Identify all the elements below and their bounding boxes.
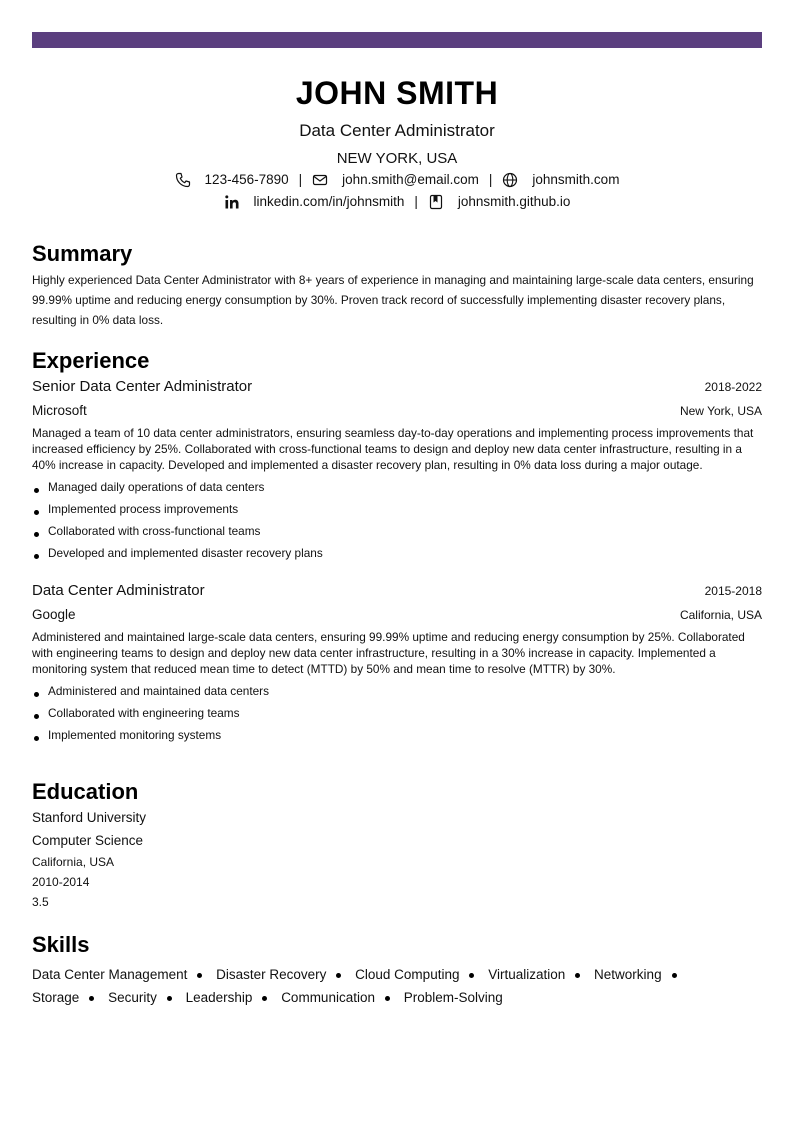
job-entry bbox=[32, 580, 762, 746]
job-header-row bbox=[32, 376, 762, 398]
list-item: Implemented monitoring systems bbox=[32, 724, 762, 746]
skill-item: Networking bbox=[594, 967, 662, 982]
job-description: Administered and maintained large-scale data centers, ensuring 99.99% uptime and reducing energy consumption by 25%. Collaborated with engineering teams to design and deploy new data center infrastructure, resulting in a 30% increase in capacity. Implemented a monitoring system that reduced mean time to detect (MTTD) by 50% and mean time to resolve (MTTR) by 30%. bbox=[32, 630, 745, 676]
bullet-dot bbox=[89, 996, 94, 1001]
experience-section bbox=[32, 347, 762, 746]
bullet-dot bbox=[469, 973, 474, 978]
separator: | bbox=[414, 194, 418, 209]
skill-item: Cloud Computing bbox=[355, 967, 460, 982]
email-text: john.smith@email.com bbox=[342, 172, 479, 187]
skill-item: Leadership bbox=[185, 990, 253, 1005]
bullet-dot bbox=[262, 996, 267, 1001]
bullet-dot bbox=[197, 973, 202, 978]
skills-heading: Skills bbox=[32, 932, 90, 957]
list-item: Collaborated with cross-functional teams bbox=[32, 520, 762, 542]
list-item: Collaborated with engineering teams bbox=[32, 702, 762, 724]
job-company: Google bbox=[32, 607, 76, 622]
education-location: California, USA bbox=[32, 855, 115, 869]
website-text: johnsmith.com bbox=[532, 172, 620, 187]
education-gpa: 3.5 bbox=[32, 895, 49, 909]
list-item: Developed and implemented disaster recovery plans bbox=[32, 542, 762, 564]
list-item: Administered and maintained data centers bbox=[32, 680, 762, 702]
education-dates: 2010-2014 bbox=[32, 875, 90, 889]
experience-heading: Experience bbox=[32, 348, 150, 373]
mail-icon bbox=[312, 172, 328, 188]
bullet-dot bbox=[336, 973, 341, 978]
education-heading: Education bbox=[32, 779, 139, 804]
summary-section bbox=[32, 240, 762, 330]
separator: | bbox=[298, 172, 303, 187]
skill-item: Security bbox=[108, 990, 157, 1005]
candidate-title: Data Center Administrator bbox=[299, 121, 495, 140]
job-bullets bbox=[32, 476, 762, 564]
job-company-row bbox=[32, 605, 762, 625]
job-location: New York, USA bbox=[679, 404, 762, 418]
website-contact[interactable] bbox=[502, 169, 619, 191]
summary-heading: Summary bbox=[32, 241, 133, 266]
skills-section bbox=[32, 931, 762, 1009]
job-dates: 2018-2022 bbox=[704, 380, 762, 394]
bullet-dot bbox=[575, 973, 580, 978]
candidate-name: JOHN SMITH bbox=[295, 75, 499, 111]
skill-item: Disaster Recovery bbox=[216, 967, 327, 982]
job-dates: 2015-2018 bbox=[704, 584, 762, 598]
github-contact[interactable] bbox=[428, 191, 571, 213]
linkedin-text: linkedin.com/in/johnsmith bbox=[253, 194, 405, 209]
education-section bbox=[32, 778, 762, 912]
education-school: Stanford University bbox=[32, 810, 147, 825]
github-text: johnsmith.github.io bbox=[457, 194, 571, 209]
globe-icon bbox=[502, 172, 518, 188]
job-title: Senior Data Center Administrator bbox=[32, 378, 253, 395]
phone-icon bbox=[175, 172, 191, 188]
linkedin-icon bbox=[224, 194, 240, 210]
skills-list bbox=[32, 963, 722, 1009]
linkedin-contact[interactable] bbox=[224, 191, 405, 213]
education-field: Computer Science bbox=[32, 833, 144, 848]
job-company-row bbox=[32, 401, 762, 421]
bookmark-icon bbox=[428, 194, 444, 210]
skill-item: Data Center Management bbox=[32, 967, 188, 982]
list-item: Implemented process improvements bbox=[32, 498, 762, 520]
phone-text: 123-456-7890 bbox=[204, 172, 289, 187]
bullet-dot bbox=[385, 996, 390, 1001]
job-company: Microsoft bbox=[32, 403, 87, 418]
skill-item: Communication bbox=[281, 990, 375, 1005]
job-title: Data Center Administrator bbox=[32, 582, 205, 599]
accent-bar bbox=[32, 32, 762, 48]
list-item: Managed daily operations of data centers bbox=[32, 476, 762, 498]
job-entry bbox=[32, 376, 762, 564]
job-location: California, USA bbox=[679, 608, 762, 622]
job-description: Managed a team of 10 data center administrators, ensuring seamless day-to-day operations and implementing process improvements that increased efficiency by 25%. Collaborated with cross-functional teams to design and deploy new data center infrastructure, resulting in a 40% increase in capacity. Developed and implemented a disaster recovery plan, resulting in 0% data loss during a major outage. bbox=[32, 426, 754, 472]
separator: | bbox=[488, 172, 493, 187]
phone-contact[interactable] bbox=[175, 169, 289, 191]
resume-header bbox=[32, 72, 762, 213]
bullet-dot bbox=[672, 973, 677, 978]
skill-item: Storage bbox=[32, 990, 80, 1005]
summary-text: Highly experienced Data Center Administrator with 8+ years of experience in managing and maintaining large-scale data centers, ensuring 99.99% uptime and reducing energy consumption by 30%. Proven track record of successfully implementing disaster recovery plans, resulting in 0% data loss. bbox=[32, 273, 754, 327]
candidate-location: NEW YORK, USA bbox=[336, 150, 458, 167]
job-bullets bbox=[32, 680, 762, 746]
skill-item: Problem-Solving bbox=[403, 990, 503, 1005]
skill-item: Virtualization bbox=[488, 967, 566, 982]
bullet-dot bbox=[167, 996, 172, 1001]
job-header-row bbox=[32, 580, 762, 602]
email-contact[interactable] bbox=[312, 169, 479, 191]
contact-row-2 bbox=[32, 191, 762, 213]
contact-row-1 bbox=[32, 169, 762, 191]
